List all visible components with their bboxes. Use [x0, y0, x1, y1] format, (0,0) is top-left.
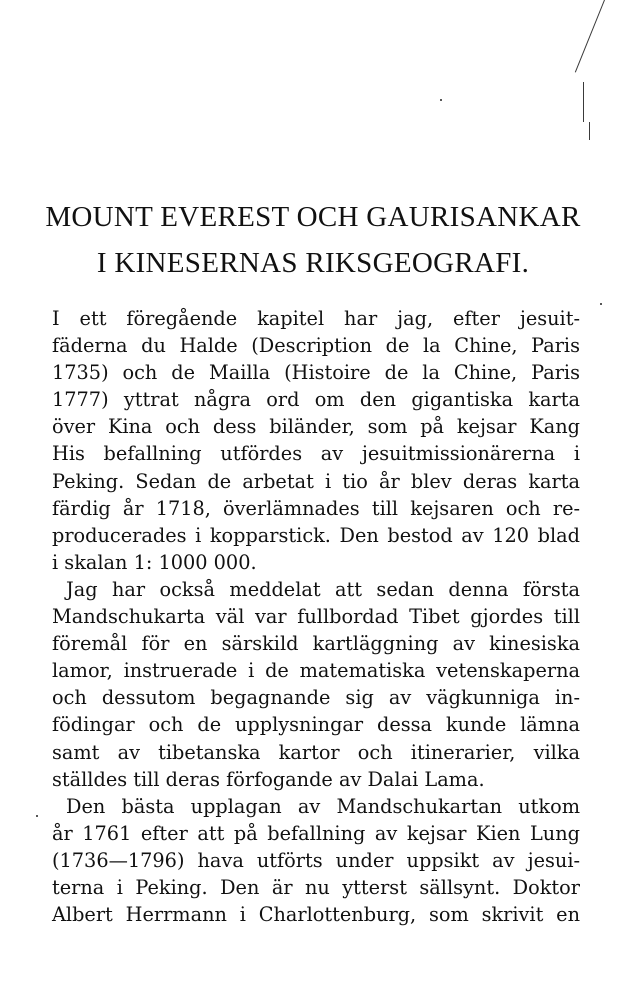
- text-line: färdig år 1718, överlämnades till kejsaren och re-: [52, 496, 580, 520]
- text-line: Jag har också meddelat att sedan denna första: [66, 577, 580, 601]
- scan-artifact-line: [589, 122, 590, 140]
- text-line: terna i Peking. Den är nu ytterst sällsynt. Doktor: [52, 875, 580, 899]
- text-line: i skalan 1: 1000 000.: [52, 550, 257, 574]
- text-line: över Kina och dess biländer, som på kejsar Kang: [52, 415, 580, 439]
- scan-speck: [36, 815, 38, 817]
- text-line: lamor, instruerade i de matematiska vetenskaperna: [52, 659, 580, 683]
- text-line: I ett föregående kapitel har jag, efter jesuit-: [52, 307, 580, 330]
- text-line: år 1761 efter att på befallning av kejsar Kien Lung: [52, 821, 580, 845]
- text-line: producerades i kopparstick. Den bestod av 120 blad: [52, 523, 580, 547]
- text-line: 1735) och de Mailla (Histoire de la Chine, Paris: [52, 361, 580, 385]
- text-line: (1736—1796) hava utförts under uppsikt av jesui-: [52, 848, 580, 872]
- text-line: föremål för en särskild kartläggning av kinesiska: [52, 632, 580, 656]
- text-line: och dessutom begagnande sig av vägkunniga in-: [52, 686, 580, 710]
- text-line: 1777) yttrat några ord om den gigantiska karta: [52, 388, 580, 412]
- scan-artifact-line: [575, 0, 605, 73]
- text-line: Den bästa upplagan av Mandschukartan utkom: [66, 794, 580, 818]
- text-line: Mandschukarta väl var fullbordad Tibet gjordes till: [52, 605, 580, 629]
- scan-speck: [440, 99, 442, 101]
- scan-artifact-line: [583, 82, 584, 122]
- text-line: ställdes till deras förfogande av Dalai Lama.: [52, 767, 485, 791]
- text-line: fäderna du Halde (Description de la Chine, Paris: [52, 334, 580, 358]
- chapter-title-line-1: MOUNT EVEREST OCH GAURISANKAR: [45, 201, 581, 233]
- body-text: [52, 305, 580, 928]
- text-line: Albert Herrmann i Charlottenburg, som skrivit en: [52, 903, 580, 927]
- chapter-title-line-2: I KINESERNAS RIKSGEOGRAFI.: [96, 247, 530, 279]
- text-line: samt av tibetanska kartor och itinerarier, vilka: [52, 740, 580, 764]
- text-line: His befallning utfördes av jesuitmissionärerna i: [52, 442, 580, 466]
- text-line: födingar och de upplysningar dessa kunde lämna: [52, 713, 580, 737]
- scan-speck: [600, 303, 602, 305]
- text-line: Peking. Sedan de arbetat i tio år blev deras karta: [52, 469, 580, 493]
